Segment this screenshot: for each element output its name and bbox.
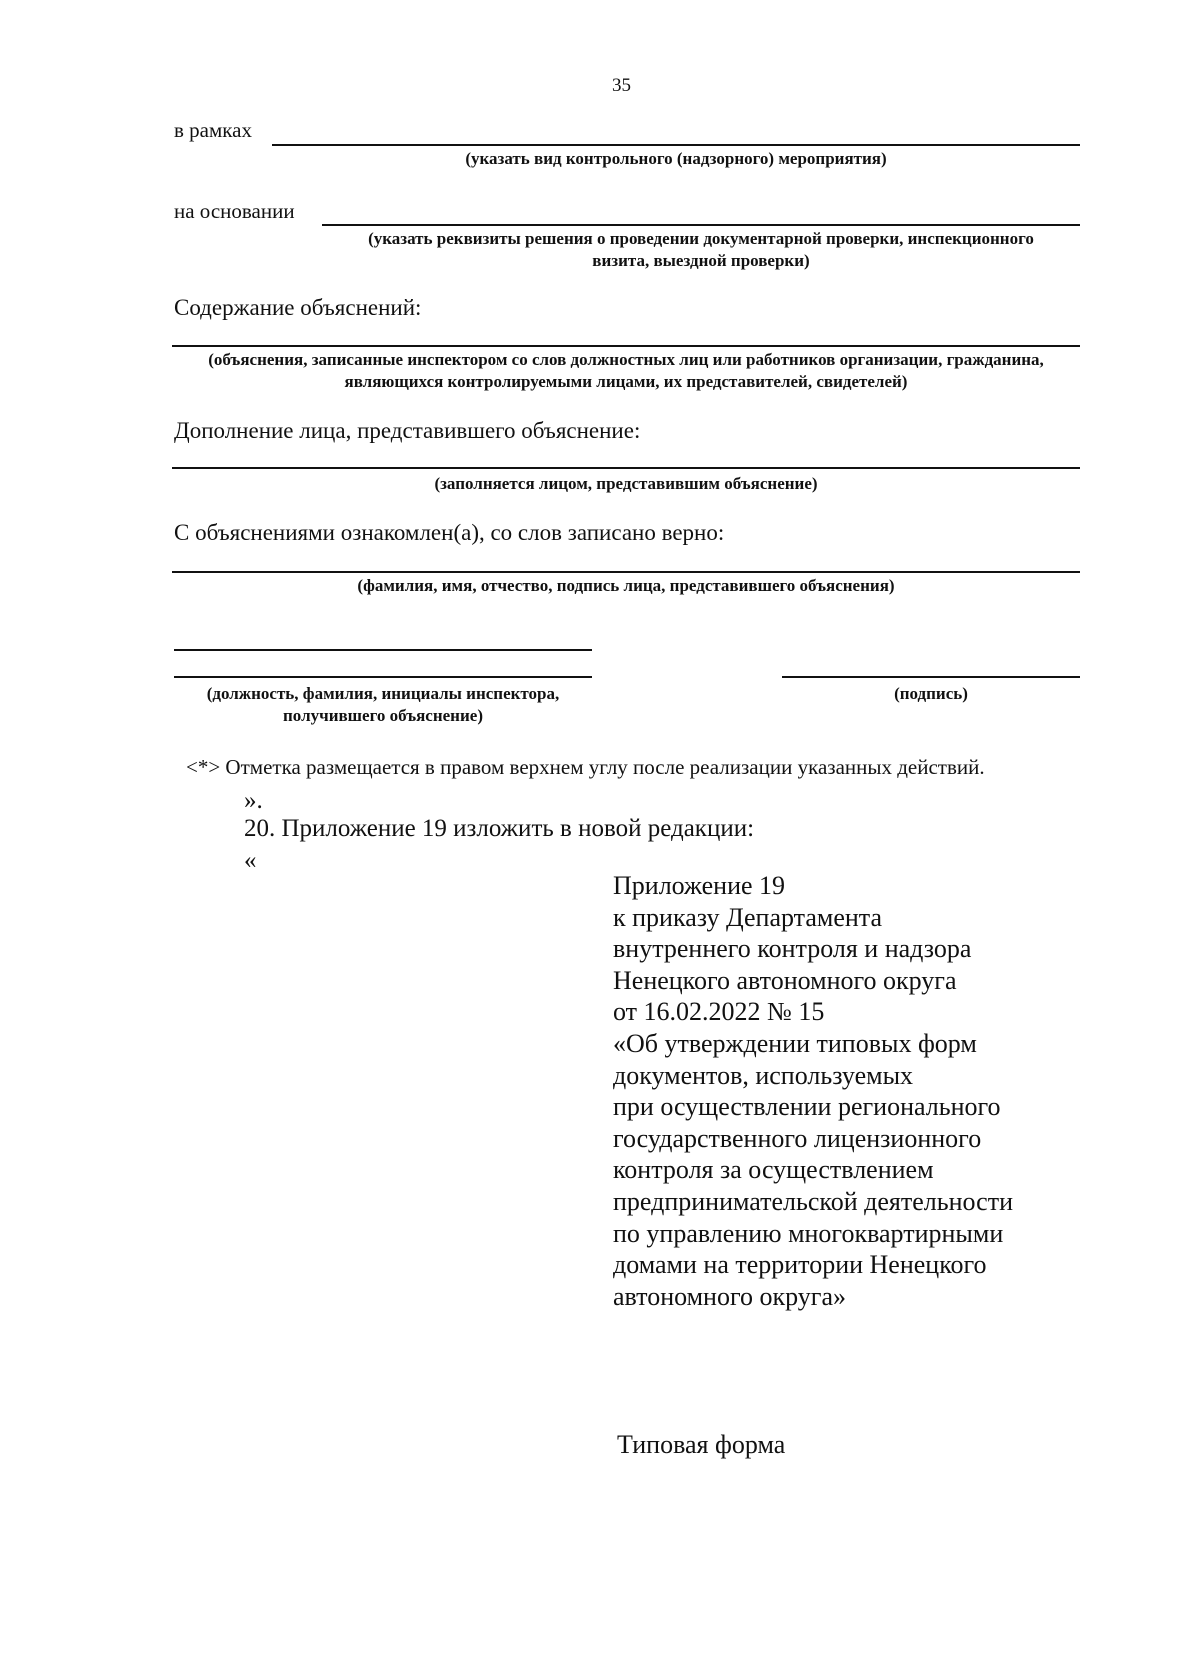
content-heading: Содержание объяснений: xyxy=(174,295,422,320)
appendix-line: по управлению многоквартирными xyxy=(613,1218,1004,1248)
acknowledged-line xyxy=(172,571,1080,573)
appendix-line: Ненецкого автономного округа xyxy=(613,965,957,995)
form-type-label: Типовая форма xyxy=(617,1430,786,1459)
appendix-line: Приложение 19 xyxy=(613,871,786,900)
appendix-line: государственного лицензионного xyxy=(613,1123,982,1153)
appendix-line: документов, используемых xyxy=(613,1060,914,1090)
basis-line xyxy=(322,224,1080,226)
inspector-caption-1: (должность, фамилия, инициалы инспектора, xyxy=(206,684,560,703)
appendix-header xyxy=(613,870,1013,1312)
appendix-line: автономного округа» xyxy=(613,1281,846,1311)
item-20: 20. Приложение 19 изложить в новой редакции: xyxy=(244,815,755,842)
appendix-line: предпринимательской деятельности xyxy=(613,1186,1013,1216)
addition-caption: (заполняется лицом, представившим объяснение) xyxy=(434,474,818,493)
in-scope-line xyxy=(272,144,1080,146)
signature-line xyxy=(782,676,1080,678)
basis-caption-1: (указать реквизиты решения о проведении документарной проверки, инспекционного xyxy=(368,229,1034,248)
content-caption-1: (объяснения, записанные инспектором со слов должностных лиц или работников организации, гражданина, xyxy=(208,350,1044,369)
appendix-line: от 16.02.2022 № 15 xyxy=(613,997,825,1027)
appendix-line: к приказу Департамента xyxy=(613,902,883,932)
signature-caption: (подпись) xyxy=(894,684,968,703)
appendix-line: «Об утверждении типовых форм xyxy=(613,1028,977,1058)
inspector-line-upper xyxy=(174,649,592,651)
closing-quote: ». xyxy=(244,787,263,814)
content-caption-2: являющихся контролируемыми лицами, их представителей, свидетелей) xyxy=(344,372,908,391)
appendix-line: внутреннего контроля и надзора xyxy=(613,934,972,964)
page-number: 35 xyxy=(612,75,631,96)
footnote: <*> Отметка размещается в правом верхнем углу после реализации указанных действий. xyxy=(186,755,985,779)
addition-heading: Дополнение лица, представившего объяснение: xyxy=(174,418,641,443)
in-scope-caption: (указать вид контрольного (надзорного) мероприятия) xyxy=(465,149,887,168)
content-line xyxy=(172,345,1080,347)
appendix-line: при осуществлении регионального xyxy=(613,1092,1001,1122)
acknowledged-heading: С объяснениями ознакомлен(а), со слов записано верно: xyxy=(174,520,725,545)
inspector-line-lower xyxy=(174,676,592,678)
acknowledged-caption: (фамилия, имя, отчество, подпись лица, представившего объяснения) xyxy=(357,576,895,595)
basis-caption-2: визита, выездной проверки) xyxy=(592,251,810,270)
appendix-line: контроля за осуществлением xyxy=(613,1155,934,1185)
appendix-line: домами на территории Ненецкого xyxy=(613,1250,987,1280)
opening-quote: « xyxy=(244,847,257,874)
in-scope-label: в рамках xyxy=(174,118,252,142)
addition-line xyxy=(172,467,1080,469)
inspector-caption-2: получившего объяснение) xyxy=(283,706,483,725)
basis-label: на основании xyxy=(174,199,295,223)
